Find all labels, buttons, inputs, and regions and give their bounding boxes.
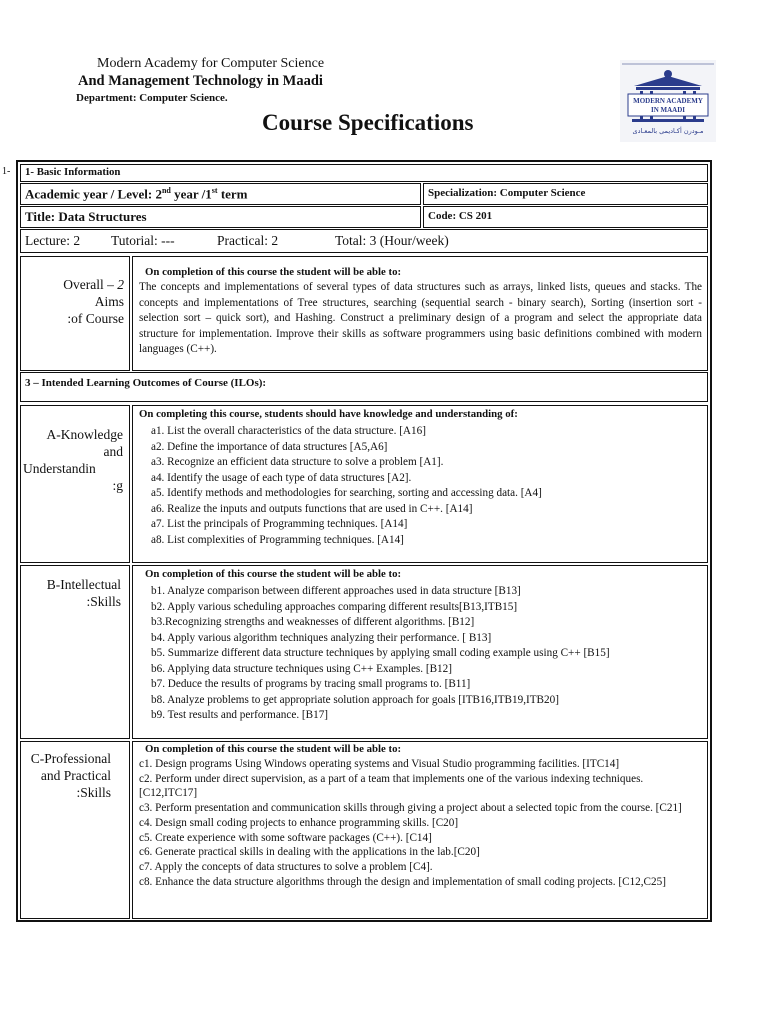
knowledge-heading: On completing this course, students should have knowledge and understanding of: (139, 408, 518, 420)
list-item: b5. Summarize different data structure techniques by applying small coding example using C++ [B15] (151, 647, 610, 659)
specialization-cell (423, 183, 708, 205)
knowledge-label-cell (20, 405, 130, 563)
list-item: b2. Apply various scheduling approaches comparing different results[B13,ITB15] (151, 600, 518, 613)
professional-label-line1: C-Professional (30, 751, 111, 766)
list-item: c7. Apply the concepts of data structures to solve a problem [C4]. (139, 860, 433, 873)
list-item: c8. Enhance the data structure algorithms through the design and implementation of small coding projects. [C12,C25] (139, 875, 666, 888)
intellectual-label-line1: B-Intellectual (46, 577, 121, 592)
course-title-cell (20, 206, 421, 228)
tutorial-hours: Tutorial: --- (111, 233, 175, 248)
professional-heading: On completion of this course the student will be able to: (145, 743, 402, 755)
academic-year-text: Academic year / Level: 2nd year /1st term (25, 186, 248, 202)
course-title-text: Title: Data Structures (25, 209, 147, 224)
ilo-heading-row (20, 372, 708, 402)
course-code-text: Code: CS 201 (428, 210, 493, 222)
intellectual-label-cell (20, 565, 130, 739)
list-item: c2. Perform under direct supervision, as a part of a team that implements one of the various indexing techniques. [C12,ITC17] (139, 772, 644, 800)
intellectual-label-line2: :Skills (86, 594, 121, 609)
academy-name-line1: Modern Academy for Computer Science (97, 56, 325, 71)
list-item: a8. List complexities of Programming techniques. [A14] (151, 533, 404, 546)
list-item: b3.Recognizing strengths and weaknesses of different algorithms. [B12] (151, 616, 475, 628)
intellectual-content-cell (132, 565, 708, 739)
list-item: c4. Design small coding projects to enhance programming skills. [C20] (139, 816, 459, 829)
list-item: b9. Test results and performance. [B17] (151, 709, 329, 721)
professional-list (139, 757, 699, 889)
department-label: Department: Computer Science. (76, 92, 228, 104)
aims-label-line2: Aims (94, 294, 124, 309)
academy-logo (620, 60, 716, 142)
academy-name-line2: And Management Technology in Maadi (78, 73, 323, 89)
total-hours: Total: 3 (Hour/week) (335, 233, 449, 248)
list-item: b1. Analyze comparison between different approaches used in data structure [B13] (151, 585, 521, 597)
aims-label-line1: Overall – 2 (63, 277, 124, 292)
academic-year-cell (20, 183, 421, 205)
aims-content-cell (132, 256, 708, 371)
knowledge-label-line4: :g (112, 478, 123, 493)
knowledge-label-line2: and (103, 444, 123, 459)
list-item: a2. Define the importance of data structures [A5,A6] (151, 440, 388, 453)
aims-label-line3: :of Course (67, 311, 124, 326)
basic-info-heading: 1- Basic Information (25, 166, 121, 178)
practical-hours: Practical: 2 (217, 233, 279, 248)
intellectual-heading: On completion of this course the student will be able to: (145, 568, 402, 580)
aims-heading: On completion of this course the student will be able to: (145, 266, 402, 278)
basic-info-heading-row (20, 164, 708, 182)
aims-text: The concepts and implementations of several types of data structures such as arrays, linked lists, queues and stacks. The concepts and implementations of Tree structures, searching (sequential search - binary search), Sorting (insertion sort - selection sort – quick sort), and Hashing. Construct a preliminary design of a program and select the appropriate data structure for implementation. Improve their skills as software programmers using basic definitions combined with modern languages (C++). (139, 281, 702, 355)
ilo-heading: 3 – Intended Learning Outcomes of Course (ILOs): (25, 377, 267, 389)
list-item: b6. Applying data structure techniques using C++ Examples. [B12] (151, 662, 452, 675)
list-item: c6. Generate practical skills in dealing with the applications in the lab.[C20] (139, 846, 480, 859)
aims-label-cell (20, 256, 130, 371)
list-item: c1. Design programs Using Windows operating systems and Visual Studio programming facilities. [ITC14] (139, 758, 620, 770)
list-item: a7. List the principals of Programming techniques. [A14] (151, 518, 408, 530)
logo-arabic-text: مـودرن أكـاديمى بالمعـادى (632, 127, 704, 135)
knowledge-content-cell (132, 405, 708, 563)
knowledge-label-line3: Understandin (23, 461, 96, 476)
list-item: c3. Perform presentation and communication skills through giving a project about a selected topic from the course. [C21] (139, 802, 682, 815)
hours-row (20, 229, 708, 253)
list-item: a5. Identify methods and methodologies for searching, sorting and accessing data. [A4] (151, 487, 542, 499)
knowledge-list (151, 424, 542, 548)
section-number: 1- (2, 166, 11, 177)
knowledge-label-line1: A-Knowledge (46, 427, 123, 442)
list-item: c5. Create experience with some software packages (C++). [C14] (139, 831, 432, 844)
professional-content-cell (132, 741, 708, 919)
list-item: a4. Identify the usage of each type of data structures [A2]. (151, 471, 412, 484)
list-item: b8. Analyze problems to get appropriate solution approach for goals [ITB16,ITB19,ITB20] (151, 693, 559, 706)
page-title: Course Specifications (262, 110, 474, 135)
logo-text-line2: IN MAADI (650, 106, 686, 114)
list-item: b7. Deduce the results of programs by tracing small programs to. [B11] (151, 678, 471, 690)
course-code-cell (423, 206, 708, 228)
specialization-text: Specialization: Computer Science (428, 187, 586, 199)
intellectual-list (151, 584, 610, 724)
logo-text-line1: MODERN ACADEMY (633, 97, 703, 105)
professional-label-line3: :Skills (76, 785, 111, 800)
list-item: a1. List the overall characteristics of the data structure. [A16] (151, 425, 426, 437)
professional-label-cell (20, 741, 130, 919)
list-item: a6. Realize the inputs and outputs functions that are used in C++. [A14] (151, 502, 473, 515)
lecture-hours: Lecture: 2 (25, 233, 81, 248)
list-item: b4. Apply various algorithm techniques analyzing their performance. [ B13] (151, 631, 492, 644)
list-item: a3. Recognize an efficient data structure to solve a problem [A1]. (151, 456, 444, 468)
professional-label-line2: and Practical (40, 768, 111, 783)
